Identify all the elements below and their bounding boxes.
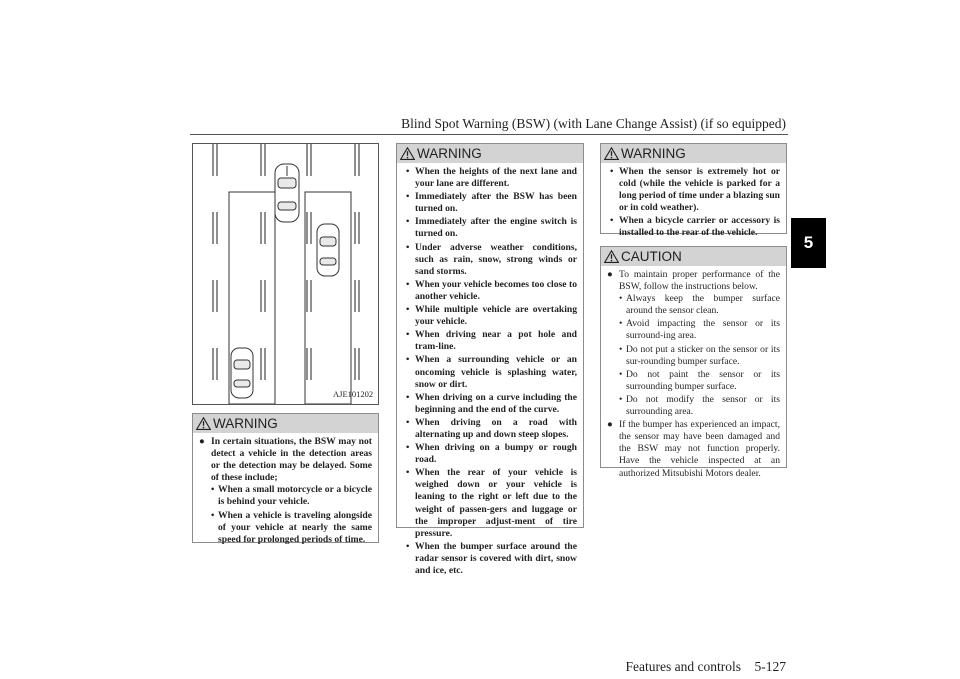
footer-section: Features and controls (625, 659, 741, 674)
warning-box-middle (396, 143, 584, 576)
list-item: • Always keep the bumper surface around the sensor clean. (619, 293, 780, 317)
list-item: • Immediately after the engine switch is turned on. (403, 216, 577, 240)
lane-diagram-svg (193, 144, 378, 404)
list-item: • When your vehicle becomes too close to another vehicle. (403, 279, 577, 303)
vehicle-right-lane (317, 224, 339, 276)
warning-right-list (607, 166, 780, 240)
list-item: • When driving on a curve including the beginning and the end of the curve. (403, 392, 577, 416)
lane-illustration (192, 143, 379, 405)
list-item: • When the sensor is extremely hot or cold (while the vehicle is parked for a long period of time under a blazing sun or in cold weather). (607, 166, 780, 214)
list-item: • When the heights of the next lane and your lane are different. (403, 166, 577, 190)
warning-middle-body (397, 163, 583, 580)
figure-code: AJE101202 (333, 389, 374, 399)
vehicle-left-lane (231, 348, 253, 398)
list-item: • When a vehicle is traveling alongside of your vehicle at nearly the same speed for prolonged periods of time. (211, 510, 372, 546)
caution-paragraph (607, 269, 780, 418)
footer-page-number: 5-127 (754, 659, 786, 674)
warning-middle-list (403, 166, 577, 577)
list-item: • Immediately after the BSW has been turned on. (403, 191, 577, 215)
warning-triangle-icon (400, 147, 415, 160)
own-vehicle (275, 164, 299, 222)
warning-left-intro: In certain situations, the BSW may not detect a vehicle in the detection areas or the detection may be delayed. Some of these include; (211, 436, 372, 484)
chapter-tab: 5 (791, 218, 826, 268)
caution-heading: CAUTION (621, 249, 682, 264)
warning-triangle-icon (604, 147, 619, 160)
list-item: • When driving near a pot hole and tram-line. (403, 329, 577, 353)
warning-triangle-icon (196, 417, 211, 430)
list-item: • Under adverse weather conditions, such as rain, snow, strong winds or sand storms. (403, 242, 577, 278)
warning-header (193, 414, 378, 433)
warning-left-paragraph (199, 436, 372, 546)
list-item: • When a small motorcycle or a bicycle is behind your vehicle. (211, 484, 372, 508)
warning-box-left (192, 413, 379, 543)
caution-paragraph-1: To maintain proper performance of the BSW, follow the instructions below. (619, 269, 780, 293)
list-item: • When driving on a road with alternating up and down steep slopes. (403, 417, 577, 441)
caution-body (601, 266, 786, 483)
warning-left-body (193, 433, 378, 549)
warning-heading: WARNING (417, 146, 482, 161)
caution-header (601, 247, 786, 266)
caution-paragraph-2: If the bumper has experienced an impact, the sensor may have been damaged and the BSW may not function properly. Have the vehicle inspected at an authorized Mitsubishi Motors dealer. (619, 419, 780, 479)
list-item: • When a surrounding vehicle or an oncoming vehicle is splashing water, snow or dirt. (403, 354, 577, 390)
warning-left-list (211, 484, 372, 545)
bullet-point-icon: ● (607, 419, 613, 431)
bullet-point-icon: ● (607, 269, 613, 280)
list-item: • When driving on a bumpy or rough road. (403, 442, 577, 466)
page-footer (192, 659, 786, 675)
warning-header (397, 144, 583, 163)
list-item: • When a bicycle carrier or accessory is installed to the rear of the vehicle. (607, 215, 780, 239)
warning-heading: WARNING (213, 416, 278, 431)
warning-right-body (601, 163, 786, 243)
list-item: • Do not modify the sensor or its surrounding area. (619, 394, 780, 418)
header-rule (190, 134, 788, 135)
warning-heading: WARNING (621, 146, 686, 161)
list-item: • Do not paint the sensor or its surrounding bumper surface. (619, 369, 780, 393)
warning-header (601, 144, 786, 163)
list-item: • When the rear of your vehicle is weighed down or your vehicle is leaning to the right or left due to the weight of passen-gers and luggage or the improper adjust-ment of tire pressure. (403, 467, 577, 540)
list-item: • Do not put a sticker on the sensor or its sur-rounding bumper surface. (619, 344, 780, 368)
list-item: • Avoid impacting the sensor or its surround-ing area. (619, 318, 780, 342)
list-item: • When the bumper surface around the radar sensor is covered with dirt, snow and ice, etc. (403, 541, 577, 577)
bullet-point-icon: ● (199, 436, 205, 447)
caution-triangle-icon (604, 250, 619, 263)
caution-paragraph (607, 419, 780, 479)
warning-box-right (600, 143, 787, 239)
caution-box (600, 246, 787, 479)
page-header-title: Blind Spot Warning (BSW) (with Lane Change Assist) (if so equipped) (401, 116, 786, 131)
caution-list (619, 293, 780, 418)
list-item: • While multiple vehicle are overtaking your vehicle. (403, 304, 577, 328)
